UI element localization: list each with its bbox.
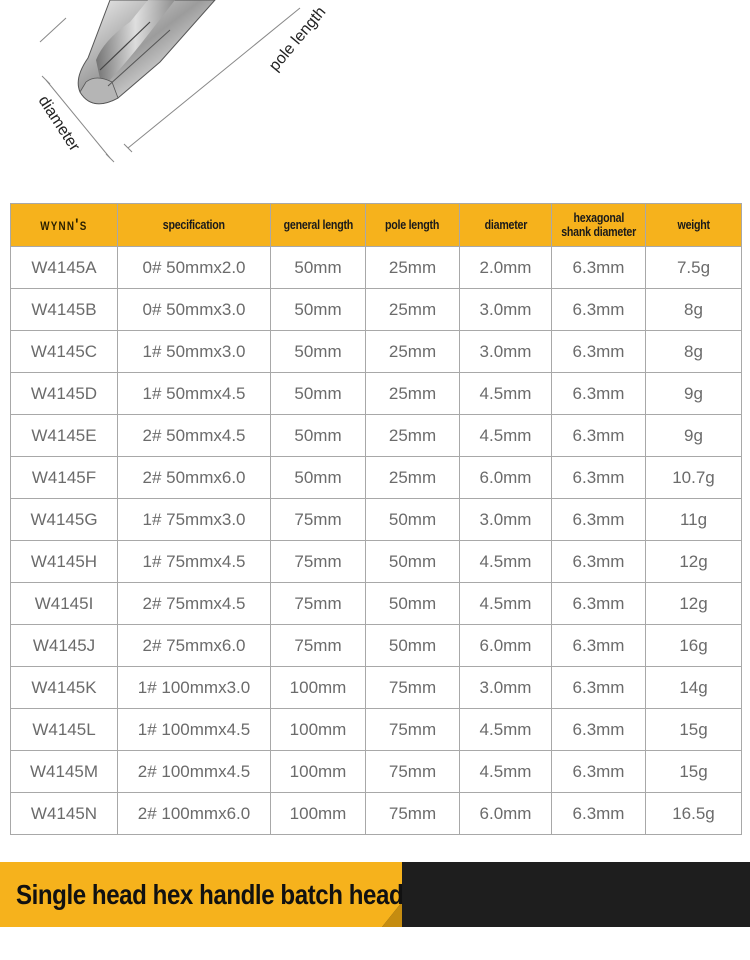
cell-pole-length: 25mm	[366, 247, 460, 289]
cell-pole-length: 50mm	[366, 583, 460, 625]
table-row	[11, 793, 742, 835]
cell-diameter: 4.5mm	[460, 751, 552, 793]
cell-shank-diameter: 6.3mm	[552, 289, 646, 331]
cell-model: W4145M	[11, 751, 118, 793]
cell-pole-length: 75mm	[366, 793, 460, 835]
cell-general-length: 100mm	[271, 751, 366, 793]
header-general-length: general length	[271, 204, 366, 247]
cell-general-length: 50mm	[271, 289, 366, 331]
header-hexagonal-shank-diameter: hexagonal shank diameter	[552, 204, 646, 247]
cell-diameter: 2.0mm	[460, 247, 552, 289]
brand-text: wynn's	[40, 215, 88, 234]
cell-specification: 1# 100mmx3.0	[118, 667, 271, 709]
cell-general-length: 75mm	[271, 583, 366, 625]
header-specification: specification	[118, 204, 271, 247]
cell-shank-diameter: 6.3mm	[552, 625, 646, 667]
cell-model: W4145D	[11, 373, 118, 415]
cell-diameter: 4.5mm	[460, 373, 552, 415]
cell-general-length: 50mm	[271, 415, 366, 457]
cell-diameter: 4.5mm	[460, 709, 552, 751]
cell-model: W4145A	[11, 247, 118, 289]
header-diameter: diameter	[460, 204, 552, 247]
cell-weight: 11g	[646, 499, 742, 541]
header-pole-length: pole length	[366, 204, 460, 247]
cell-general-length: 100mm	[271, 667, 366, 709]
cell-diameter: 4.5mm	[460, 583, 552, 625]
cell-general-length: 50mm	[271, 247, 366, 289]
cell-shank-diameter: 6.3mm	[552, 331, 646, 373]
table-row	[11, 625, 742, 667]
cell-diameter: 6.0mm	[460, 793, 552, 835]
cell-specification: 2# 100mmx6.0	[118, 793, 271, 835]
table-body	[11, 247, 742, 835]
table-row	[11, 751, 742, 793]
cell-general-length: 50mm	[271, 373, 366, 415]
cell-general-length: 75mm	[271, 625, 366, 667]
cell-specification: 1# 50mmx4.5	[118, 373, 271, 415]
header-weight: weight	[646, 204, 742, 247]
cell-pole-length: 50mm	[366, 625, 460, 667]
cell-shank-diameter: 6.3mm	[552, 709, 646, 751]
cell-specification: 2# 50mmx4.5	[118, 415, 271, 457]
cell-pole-length: 25mm	[366, 331, 460, 373]
cell-weight: 8g	[646, 331, 742, 373]
cell-shank-diameter: 6.3mm	[552, 415, 646, 457]
table-row	[11, 541, 742, 583]
cell-general-length: 75mm	[271, 499, 366, 541]
table-row	[11, 709, 742, 751]
cell-pole-length: 75mm	[366, 709, 460, 751]
cell-pole-length: 75mm	[366, 667, 460, 709]
cell-model: W4145C	[11, 331, 118, 373]
table-row	[11, 499, 742, 541]
cell-weight: 15g	[646, 709, 742, 751]
cell-weight: 14g	[646, 667, 742, 709]
cell-weight: 9g	[646, 415, 742, 457]
cell-shank-diameter: 6.3mm	[552, 499, 646, 541]
cell-shank-diameter: 6.3mm	[552, 247, 646, 289]
cell-specification: 2# 100mmx4.5	[118, 751, 271, 793]
brand-logo	[11, 204, 118, 247]
cell-model: W4145J	[11, 625, 118, 667]
cell-model: W4145E	[11, 415, 118, 457]
cell-specification: 2# 75mmx6.0	[118, 625, 271, 667]
cell-pole-length: 50mm	[366, 499, 460, 541]
banner-title: Single head hex handle batch head	[16, 879, 404, 910]
cell-shank-diameter: 6.3mm	[552, 751, 646, 793]
cell-diameter: 3.0mm	[460, 499, 552, 541]
cell-model: W4145G	[11, 499, 118, 541]
table-row	[11, 289, 742, 331]
cell-weight: 9g	[646, 373, 742, 415]
cell-weight: 16.5g	[646, 793, 742, 835]
table-row	[11, 457, 742, 499]
cell-diameter: 4.5mm	[460, 415, 552, 457]
cell-model: W4145B	[11, 289, 118, 331]
table-row	[11, 247, 742, 289]
cell-general-length: 100mm	[271, 793, 366, 835]
cell-model: W4145H	[11, 541, 118, 583]
cell-specification: 1# 50mmx3.0	[118, 331, 271, 373]
cell-diameter: 3.0mm	[460, 667, 552, 709]
cell-general-length: 50mm	[271, 457, 366, 499]
cell-diameter: 3.0mm	[460, 331, 552, 373]
table-row	[11, 331, 742, 373]
cell-diameter: 4.5mm	[460, 541, 552, 583]
cell-general-length: 100mm	[271, 709, 366, 751]
cell-pole-length: 25mm	[366, 373, 460, 415]
cell-specification: 1# 75mmx4.5	[118, 541, 271, 583]
spec-table	[10, 203, 742, 835]
diameter-dimension-line	[40, 18, 66, 42]
table-row	[11, 667, 742, 709]
cell-pole-length: 25mm	[366, 289, 460, 331]
cell-specification: 0# 50mmx2.0	[118, 247, 271, 289]
cell-shank-diameter: 6.3mm	[552, 583, 646, 625]
cell-weight: 12g	[646, 541, 742, 583]
table-header-row	[11, 204, 742, 247]
cell-specification: 1# 75mmx3.0	[118, 499, 271, 541]
screwdriver-bit-illustration	[0, 0, 750, 200]
cell-pole-length: 25mm	[366, 457, 460, 499]
bit-diagram	[0, 0, 750, 200]
cell-shank-diameter: 6.3mm	[552, 793, 646, 835]
cell-pole-length: 50mm	[366, 541, 460, 583]
pole-length-label: pole length	[266, 3, 330, 75]
cell-weight: 12g	[646, 583, 742, 625]
cell-weight: 7.5g	[646, 247, 742, 289]
table-row	[11, 415, 742, 457]
diameter-label: diameter	[34, 92, 83, 155]
cell-general-length: 50mm	[271, 331, 366, 373]
cell-specification: 2# 75mmx4.5	[118, 583, 271, 625]
table-row	[11, 373, 742, 415]
cell-model: W4145N	[11, 793, 118, 835]
cell-pole-length: 25mm	[366, 415, 460, 457]
table-row	[11, 583, 742, 625]
cell-model: W4145K	[11, 667, 118, 709]
cell-weight: 10.7g	[646, 457, 742, 499]
cell-weight: 15g	[646, 751, 742, 793]
cell-model: W4145L	[11, 709, 118, 751]
cell-weight: 8g	[646, 289, 742, 331]
cell-pole-length: 75mm	[366, 751, 460, 793]
cell-model: W4145F	[11, 457, 118, 499]
cell-shank-diameter: 6.3mm	[552, 667, 646, 709]
cell-diameter: 6.0mm	[460, 457, 552, 499]
cell-specification: 2# 50mmx6.0	[118, 457, 271, 499]
cell-shank-diameter: 6.3mm	[552, 373, 646, 415]
cell-specification: 0# 50mmx3.0	[118, 289, 271, 331]
cell-general-length: 75mm	[271, 541, 366, 583]
cell-diameter: 6.0mm	[460, 625, 552, 667]
cell-shank-diameter: 6.3mm	[552, 541, 646, 583]
cell-model: W4145I	[11, 583, 118, 625]
cell-specification: 1# 100mmx4.5	[118, 709, 271, 751]
cell-shank-diameter: 6.3mm	[552, 457, 646, 499]
cell-weight: 16g	[646, 625, 742, 667]
cell-diameter: 3.0mm	[460, 289, 552, 331]
